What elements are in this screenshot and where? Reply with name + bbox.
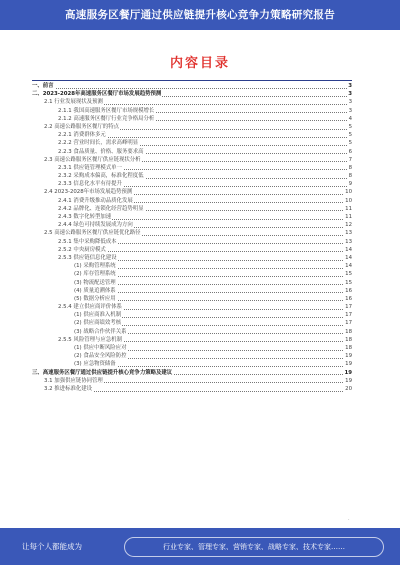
toc-entry-label: (3) 物流配送管理 bbox=[74, 279, 116, 286]
toc-entry-page: 3 bbox=[348, 99, 352, 106]
toc-entry-label: 2.3.2 采购成本偏高，标准化程度低 bbox=[58, 173, 144, 180]
toc-entry[interactable] bbox=[32, 377, 352, 385]
toc-entry-label: 2.4.2 品牌化、连锁化经营趋势明显 bbox=[58, 205, 144, 212]
toc-entry[interactable] bbox=[32, 98, 352, 106]
toc-top-rule bbox=[32, 80, 352, 81]
toc-entry-label: 二、2023-2028年高速服务区餐厅市场发展趋势预测 bbox=[32, 91, 162, 98]
toc-entry-label: 2.4 2023-2028年市场发展趋势预测 bbox=[44, 189, 133, 196]
toc-entry-page: 14 bbox=[345, 263, 352, 270]
toc-entry[interactable] bbox=[32, 279, 352, 287]
toc-entry-label: (4) 质量追溯体系 bbox=[74, 287, 116, 294]
toc-entry-label: 2.1.2 高速服务区餐厅行业竞争格局分析 bbox=[58, 115, 155, 122]
toc-entry[interactable] bbox=[32, 90, 352, 98]
toc-entry[interactable] bbox=[32, 254, 352, 262]
toc-entry[interactable] bbox=[32, 180, 352, 188]
toc-entry-page: 20 bbox=[345, 385, 352, 392]
toc-entry-label: 2.4.4 绿色可持续发展成为方向 bbox=[58, 222, 133, 229]
toc-entry-page: 16 bbox=[345, 295, 352, 302]
toc-entry-label: 2.2 高速公路服务区餐厅的特点 bbox=[44, 123, 119, 130]
report-header bbox=[0, 0, 400, 30]
toc-entry[interactable] bbox=[32, 148, 352, 156]
toc-entry-label: 三、高速服务区餐厅通过供应链提升核心竞争力策略及建议 bbox=[32, 369, 173, 376]
toc-entry-label: 2.5.3 供应链信息化建设 bbox=[58, 254, 117, 261]
toc-entry-label: 2.2.1 消费群体多元 bbox=[58, 132, 106, 139]
toc-entry[interactable] bbox=[32, 172, 352, 180]
toc-entry[interactable] bbox=[32, 139, 352, 147]
toc-entry[interactable] bbox=[32, 295, 352, 303]
toc-entry-label: 3.1 加强供应链协同管理 bbox=[44, 377, 103, 384]
toc-entry-label: (5) 数据分析应用 bbox=[74, 295, 116, 302]
page-marker: · bbox=[348, 517, 350, 523]
toc-entry[interactable] bbox=[32, 385, 352, 393]
toc-entry-page: 15 bbox=[345, 279, 352, 286]
toc-entry-label: (2) 食品安全风险防控 bbox=[74, 353, 127, 360]
toc-entry-page: 12 bbox=[345, 222, 352, 229]
toc-entry[interactable] bbox=[32, 369, 352, 377]
toc-entry-page: 4 bbox=[348, 115, 352, 122]
toc-entry-page: 11 bbox=[345, 205, 352, 212]
toc-entry-page: 11 bbox=[345, 214, 352, 220]
toc-entry[interactable] bbox=[32, 188, 352, 196]
footer-slogan: 让每个人都能成为 bbox=[22, 542, 82, 551]
toc-entry-label: 2.5.1 集中采购降低成本 bbox=[58, 238, 117, 245]
toc-entry-page: 7 bbox=[348, 156, 352, 163]
toc-entry[interactable] bbox=[32, 360, 352, 368]
toc-entry-page: 18 bbox=[345, 328, 352, 335]
toc-entry-label: (3) 应急物资储备 bbox=[74, 361, 116, 368]
table-of-contents bbox=[32, 82, 352, 512]
toc-entry[interactable] bbox=[32, 270, 352, 278]
toc-entry-label: 2.4.3 数字化转型加速 bbox=[58, 214, 112, 220]
toc-entry-page: 15 bbox=[345, 271, 352, 278]
toc-entry-label: 2.2.3 食品质量、价格、服务要求高 bbox=[58, 148, 144, 155]
toc-entry-page: 3 bbox=[348, 83, 352, 89]
toc-leader-dots bbox=[32, 88, 349, 89]
toc-entry[interactable] bbox=[32, 156, 352, 164]
toc-entry-label: (1) 供应中断风险应对 bbox=[74, 345, 127, 351]
toc-entry-page: 14 bbox=[345, 254, 352, 261]
toc-entry-label: 一、前言 bbox=[32, 83, 54, 89]
toc-entry[interactable] bbox=[32, 164, 352, 172]
toc-entry[interactable] bbox=[32, 197, 352, 205]
toc-entry[interactable] bbox=[32, 229, 352, 237]
toc-entry-page: 18 bbox=[345, 336, 352, 343]
toc-entry-page: 6 bbox=[348, 148, 352, 155]
toc-entry-page: 5 bbox=[348, 140, 352, 147]
toc-title: 内容目录 bbox=[169, 56, 230, 71]
toc-entry-page: 17 bbox=[345, 304, 352, 311]
toc-entry-page: 8 bbox=[348, 173, 352, 180]
toc-entry[interactable] bbox=[32, 221, 352, 229]
toc-entry[interactable] bbox=[32, 352, 352, 360]
toc-entry-label: (2) 供应商绩效考核 bbox=[74, 320, 122, 327]
toc-entry-label: 2.3.1 供应链管理模式单一 bbox=[58, 164, 122, 171]
toc-entry-label: 2.2.2 营业时间长，需求高峰明显 bbox=[58, 140, 139, 147]
toc-entry-page: 17 bbox=[345, 312, 352, 319]
toc-entry-page: 5 bbox=[348, 132, 352, 139]
toc-entry[interactable] bbox=[32, 311, 352, 319]
toc-entry[interactable] bbox=[32, 303, 352, 311]
toc-entry-label: (1) 采购管理系统 bbox=[74, 263, 116, 270]
toc-entry-page: 14 bbox=[345, 246, 352, 253]
toc-entry[interactable] bbox=[32, 319, 352, 327]
toc-entry[interactable] bbox=[32, 238, 352, 246]
toc-entry-label: 2.5.2 中央厨房模式 bbox=[58, 246, 106, 253]
toc-entry-page: 13 bbox=[345, 238, 352, 245]
toc-entry-page: 5 bbox=[348, 123, 352, 130]
toc-entry-label: 2.4.1 消费升级推动品质化发展 bbox=[58, 197, 133, 204]
toc-entry[interactable] bbox=[32, 131, 352, 139]
toc-entry[interactable] bbox=[32, 107, 352, 115]
toc-entry-label: 2.5.5 风险管理与应急机制 bbox=[58, 336, 122, 343]
toc-entry[interactable] bbox=[32, 205, 352, 213]
toc-entry-page: 18 bbox=[345, 345, 352, 351]
footer-tags: 行业专家、管理专家、营销专家、战略专家、技术专家…… bbox=[124, 537, 384, 557]
toc-entry-page: 13 bbox=[345, 230, 352, 237]
toc-entry-page: 3 bbox=[348, 91, 352, 98]
toc-entry-label: (3) 战略合作伙伴关系 bbox=[74, 328, 127, 335]
toc-entry-page: 19 bbox=[344, 369, 352, 376]
toc-entry-label: 2.5 高速公路服务区餐厅供应链优化路径 bbox=[44, 230, 141, 237]
toc-entry-page: 19 bbox=[345, 361, 352, 368]
toc-entry-label: 2.5.4 建立供应商评价体系 bbox=[58, 304, 122, 311]
toc-entry[interactable] bbox=[32, 115, 352, 123]
report-title: 高速服务区餐厅通过供应链提升核心竞争力策略研究报告 bbox=[65, 9, 335, 21]
toc-entry-label: 2.1 行业发展现状及预测 bbox=[44, 99, 103, 106]
toc-entry-page: 3 bbox=[348, 107, 352, 114]
toc-entry-page: 9 bbox=[348, 181, 352, 188]
footer-banner bbox=[0, 528, 400, 565]
toc-entry-label: (1) 供应商准入机制 bbox=[74, 312, 122, 319]
toc-entry[interactable] bbox=[32, 336, 352, 344]
toc-entry[interactable] bbox=[32, 123, 352, 131]
toc-entry-page: 10 bbox=[345, 197, 352, 204]
toc-entry-label: 2.1.1 我国高速服务区餐厅市场规模增长 bbox=[58, 107, 155, 114]
toc-entry-label: 2.3 高速公路服务区餐厅供应链现状分析 bbox=[44, 156, 141, 163]
toc-entry-label: (2) 库存管理系统 bbox=[74, 271, 116, 278]
toc-entry-page: 16 bbox=[345, 287, 352, 294]
toc-entry-page: 17 bbox=[345, 320, 352, 327]
toc-entry[interactable] bbox=[32, 344, 352, 352]
toc-entry-label: 2.3.3 信息化水平有待提升 bbox=[58, 181, 122, 188]
toc-entry[interactable] bbox=[32, 287, 352, 295]
toc-entry[interactable] bbox=[32, 246, 352, 254]
toc-entry[interactable] bbox=[32, 328, 352, 336]
toc-entry-page: 8 bbox=[348, 164, 352, 171]
toc-entry[interactable] bbox=[32, 262, 352, 270]
toc-entry[interactable] bbox=[32, 213, 352, 221]
toc-entry-page: 19 bbox=[345, 353, 352, 360]
toc-entry-page: 10 bbox=[345, 189, 352, 196]
toc-entry-page: 19 bbox=[345, 377, 352, 384]
toc-entry[interactable] bbox=[32, 82, 352, 90]
toc-entry-label: 3.2 推进标准化建设 bbox=[44, 385, 93, 392]
